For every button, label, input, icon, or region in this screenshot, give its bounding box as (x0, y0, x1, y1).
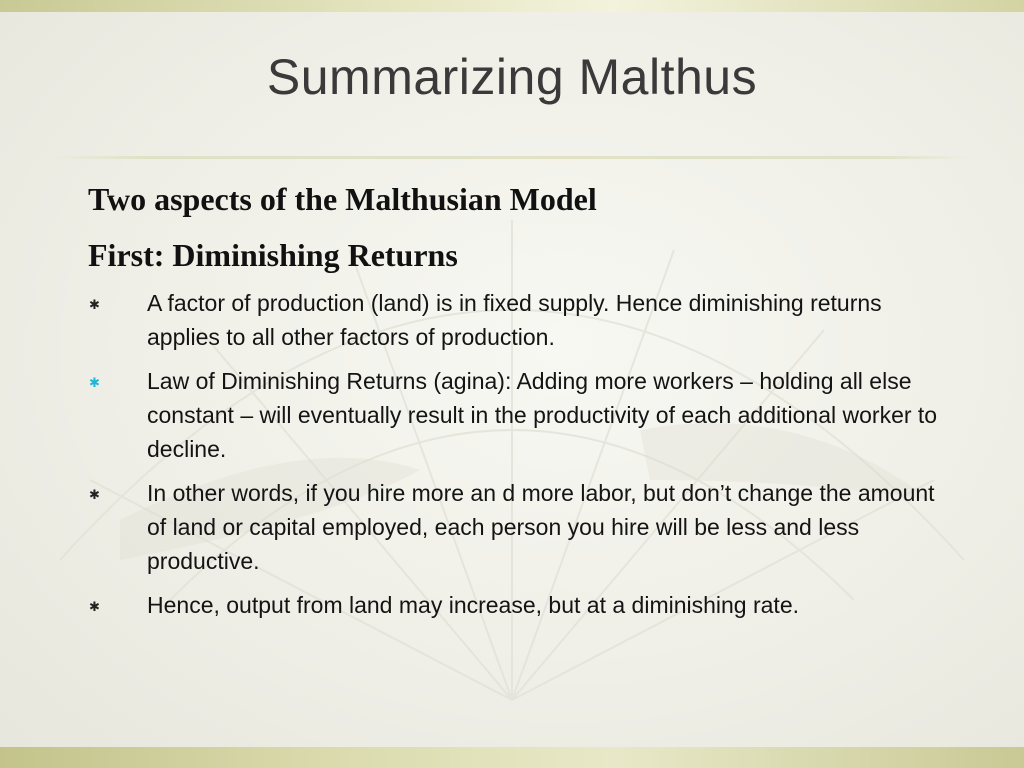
slide-content (88, 176, 948, 634)
asterisk-bullet-icon: ✱ (89, 487, 100, 502)
asterisk-bullet-icon: ✱ (89, 599, 100, 614)
asterisk-bullet-icon: ✱ (89, 375, 100, 390)
bullet-text: In other words, if you hire more an d more labor, but don’t change the amount of land or capital employed, each person you hire will be less and less productive. (147, 480, 935, 574)
list-item (88, 588, 948, 624)
title-divider (50, 156, 974, 159)
asterisk-bullet-icon: ✱ (89, 297, 100, 312)
bottom-decorative-band (0, 747, 1024, 768)
list-item (88, 364, 948, 466)
bullet-text: Law of Diminishing Returns (agina): Adding more workers – holding all else constant – will eventually result in the productivity of each additional worker to decline. (147, 368, 938, 462)
list-item (88, 476, 948, 578)
section-heading-aspects: Two aspects of the Malthusian Model (88, 181, 597, 217)
bullet-list (88, 286, 948, 624)
section-heading-diminishing-returns: First: Diminishing Returns (88, 237, 458, 273)
bullet-text: A factor of production (land) is in fixed supply. Hence diminishing returns applies to all other factors of production. (147, 290, 882, 350)
list-item (88, 286, 948, 354)
bullet-text: Hence, output from land may increase, but at a diminishing rate. (147, 592, 800, 618)
slide-title: Summarizing Malthus (266, 49, 758, 105)
